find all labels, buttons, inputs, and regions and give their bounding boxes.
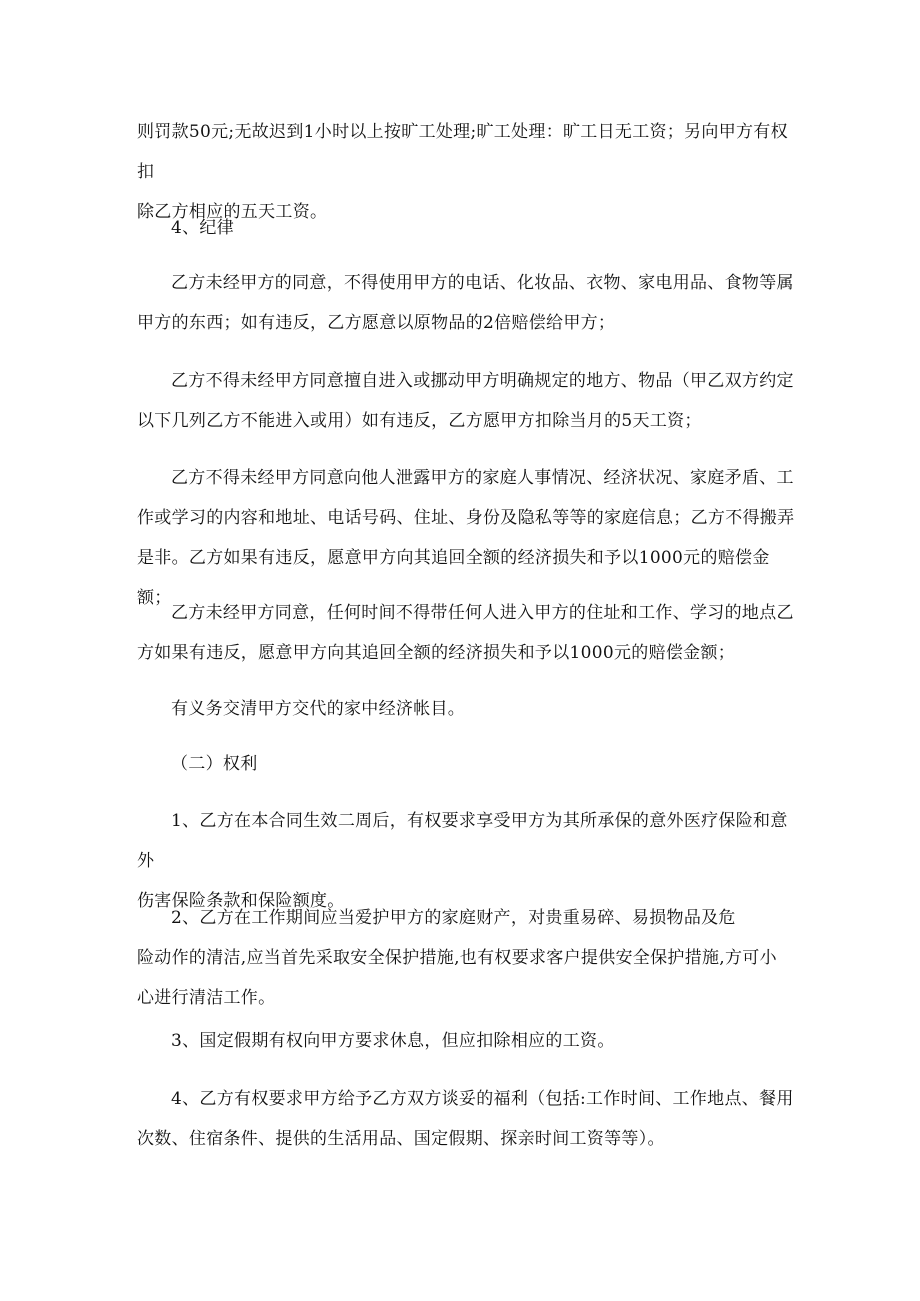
text-line: 除乙方相应的五天工资。 — [137, 202, 328, 222]
text-line: 甲方的东西；如有违反，乙方愿意以原物品的2倍赔偿给甲方； — [137, 313, 616, 333]
text-line: 2、乙方在工作期间应当爱护甲方的家庭财产，对贵重易碎、易损物品及危 — [171, 908, 736, 928]
text-line: 乙方未经甲方的同意，不得使用甲方的电话、化妆品、衣物、家电用品、食物等属 — [171, 273, 794, 293]
text-line: （二）权利 — [171, 754, 258, 774]
text-line: 次数、住宿条件、提供的生活用品、国定假期、探亲时间工资等等）。 — [137, 1129, 665, 1149]
text-line: 乙方未经甲方同意，任何时间不得带任何人进入甲方的住址和工作、学习的地点乙 — [171, 603, 794, 623]
text-line: 险动作的清洁,应当首先采取安全保护措施,也有权要求客户提供安全保护措施,方可小 — [137, 948, 777, 968]
text-line: 方如果有违反，愿意甲方向其追回全额的经济损失和予以1000元的赔偿金额； — [137, 643, 736, 663]
text-line: 是非。乙方如果有违反，愿意甲方向其追回全额的经济损失和予以1000元的赔偿金额； — [137, 548, 770, 608]
paragraph-holidays — [137, 1021, 797, 1061]
text-line: 伤害保险条款和保险额度。 — [137, 891, 345, 911]
text-line: 4、乙方有权要求甲方给予乙方双方谈妥的福利（包括:工作时间、工作地点、餐用 — [171, 1089, 794, 1109]
text-line: 4、纪律 — [171, 218, 235, 238]
paragraph-restricted-areas — [137, 361, 797, 441]
text-line: 作或学习的内容和地址、电话号码、住址、身份及隐私等等的家庭信息；乙方不得搬弄 — [137, 508, 795, 528]
paragraph-benefits — [137, 1079, 797, 1159]
paragraph-accounts — [137, 689, 797, 729]
paragraph-property-use — [137, 263, 797, 343]
text-line: 1、乙方在本合同生效二周后，有权要求享受甲方为其所承保的意外医疗保险和意外 — [137, 811, 788, 871]
text-line: 以下几列乙方不能进入或用）如有违反，乙方愿甲方扣除当月的5天工资； — [137, 411, 702, 431]
section-heading-rights — [137, 744, 797, 784]
paragraph-safety — [137, 898, 797, 1018]
text-line: 则罚款50元;无故迟到1小时以上按旷工处理;旷工处理：旷工日无工资；另向甲方有权扣 — [137, 122, 788, 182]
text-line: 乙方不得未经甲方同意向他人泄露甲方的家庭人事情况、经济状况、家庭矛盾、工 — [171, 468, 794, 488]
text-line: 乙方不得未经甲方同意擅自进入或挪动甲方明确规定的地方、物品（甲乙双方约定 — [171, 371, 794, 391]
text-line: 有义务交清甲方交代的家中经济帐目。 — [171, 699, 466, 719]
text-line: 3、国定假期有权向甲方要求休息，但应扣除相应的工资。 — [171, 1031, 615, 1051]
section-heading-discipline — [137, 208, 797, 248]
text-line: 心进行清洁工作。 — [137, 988, 276, 1008]
paragraph-visitors — [137, 593, 797, 673]
